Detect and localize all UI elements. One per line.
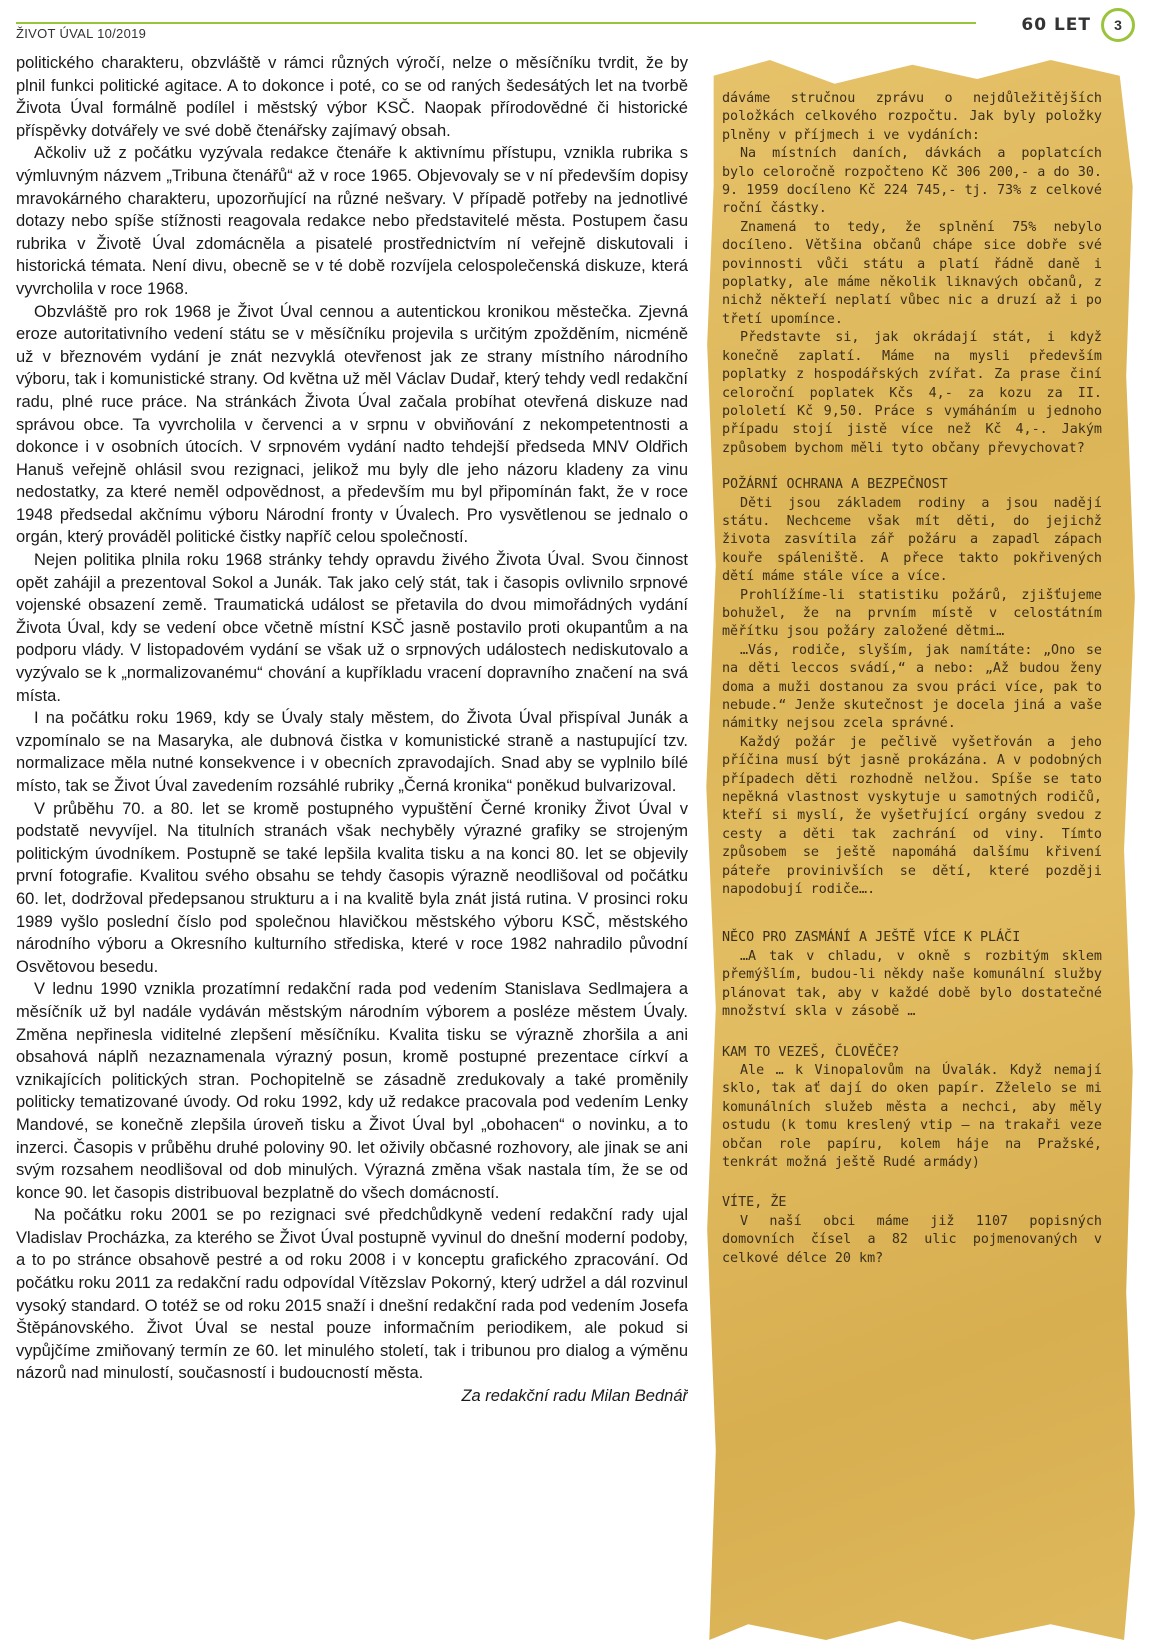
clipping-heading-laugh: NĚCO PRO ZASMÁNÍ A JEŠTĚ VÍCE K PLÁČI [722,930,1021,946]
clipping-paragraph: V naší obci máme již 1107 popisných domovních čísel a 82 ulic pojmenovaných v celkové délce 20 km? [722,1213,1102,1266]
clipping-paragraph: Znamená to tedy, že splnění 75% nebylo docíleno. Většina občanů chápe sice dobře své povinnosti vůči státu a platí řádně daně i poplatky, ale máme několik liknavých občanů, z nichž někteří neplatí vůbec nic a druzí až i po třetí upomínce. [722,219,1102,327]
article-paragraph: Ačkoliv už z počátku vyzývala redakce čtenáře k aktivnímu přístupu, vznikla rubrika s výmluvným názvem „Tribuna čtenářů“ až v roce 1965. Objevovaly se v ní především dopisy mravokárného charakteru, upozorňující na různé nešvary. V případě potřeby na jednotlivé dotazy nebo spíše stížnosti reagovala redakce nebo představitelé města. Postupem času rubrika v Životě Úval zdomácněla a pisatelé prostřednictvím ní veřejně diskutovali i historická témata. Není divu, obecně se v té době rozvíjela celospolečenská diskuze, která vyvrcholila v roce 1968. [16,144,688,298]
clipping-paragraph: …Vás, rodiče, slyším, jak namítáte: „Ono se na děti leccos svádí,“ a nebo: „Až budou ženy doma a muži dostanou za svou práci více, pak to nebude.“ Jenže skutečnost je docela jiná a vaše námitky nejsou zcela správné. [722,642,1102,732]
article-paragraph: V lednu 1990 vznikla prozatímní redakční rada pod vedením Stanislava Sedlmajera a měsíčník už byl nadále vydáván městským národním výborem a posléze městem Úvaly. Změna nepřinesla viditelné zlepšení měsíčníku. Kvalita tisku se výrazně zhoršila a ani obsahová náplň nezaznamenala výrazný posun, kromě postupné prezentace církví a vznikajících politických stran. Pochopitelně se zásadně zredukovaly a také proměnily politicky tematizované úvody. Od roku 1992, kdy už redakce pracovala pod vedením Lenky Mandové, se konečně zlepšila úroveň tisku a Život Úval byl „obohacen“ o novinku, a to inzerci. Časopis v průběhu druhé poloviny 90. let oživily občasné rozhovory, ale jinak se ani svým rozsahem neodlišoval od dob minulých. Výrazná změna však nastala tím, že se od konce 90. let časopis distribuoval bezplatně do všech domácností. [16,980,688,1202]
page-number: 3 [1101,8,1135,42]
clipping-paragraph: Každý požár je pečlivě vyšetřován a jeho příčina musí být jasně prokázána. A v podobných případech děti rozhodně nelžou. Spíše se tato nepěkná vlastnost vyskytuje u samotných rodičů, kteří si myslí, že vyšetřující orgány svedou z cesty a děti tak zachrání od viny. Tímto způsobem se ještě napomáhá dalšímu křivení páteře provinivších se dětí, které později napodobují rodiče…. [722,734,1102,898]
clipping-heading-fire: POŽÁRNÍ OCHRANA A BEZPEČNOST [722,477,948,493]
article-paragraph: politického charakteru, obzvláště v rámci různých výročí, nelze o měsíčníku tvrdit, že by plnil funkci politické agitace. A to dokonce i poté, co se od raných šedesátých let na tvorbě Života Úval formálně podílel i městský výbor KSČ. Naopak přírodovědné či historické příspěvky dotvářely ve své době čtenářsky zajímavý obsah. [16,54,688,140]
article-paragraph: I na počátku roku 1969, kdy se Úvaly staly městem, do Života Úval přispíval Junák a vzpomínalo se na Masaryka, ale dubnová čistka v komunistické straně a nastupující tzv. normalizace měla nutné konsekvence i v obecních zpravodajích. Snad aby se vyplnilo bílé místo, tak se Život Úval zavedením rozsáhlé rubriky „Černá kronika“ poněkud bulvarizoval. [16,709,688,795]
clipping-paragraph: Prohlížíme-li statistiku požárů, zjišťujeme bohužel, že na prvním místě v celostátním měřítku jsou požáry založené dětmi… [722,587,1102,640]
issue-label: ŽIVOT ÚVAL 10/2019 [16,26,147,41]
clipping-paragraph: Děti jsou základem rodiny a jsou nadějí státu. Nechceme však mít děti, do jejichž života zasvítila zář požáru a zapadl zápach kouře spáleniště. A přece takto pokřivených dětí máme stále více a více. [722,495,1102,585]
clipping-paragraph: dáváme stručnou zprávu o nejdůležitějších položkách celkového rozpočtu. Jak byly položky plněny v příjmech i ve vydáních: [722,91,1102,143]
article-paragraph: Obzvláště pro rok 1968 je Život Úval cennou a autentickou kronikou městečka. Zjevná eroze autoritativního vedení státu se v měsíčníku projevila s určitým zpožděním, nicméně už v březnovém vydání je znát nezvyklá otevřenost jak ze strany místního národního výboru, tak i komunistické strany. Od května už měl Václav Dudař, který tehdy vedl redakční radu, plné ruce práce. Na stránkách Života Úval začala probíhat otevřená diskuze nad správou obce. Ta vyvrcholila v červenci a v srpnu v obviňování z nekompetentnosti a dokonce i v osobních útocích. V srpnovém vydání nadto tehdejší předseda MNV Oldřich Hanuš veřejně ohlásil svou rezignaci, jelikož mu byly dle jeho názoru kladeny za vinu nedostatky, za které neměl odpovědnost, a především mu byl připomínán fakt, že v roce 1948 předsedal akčnímu výboru Národní fronty v Úvalech. Pro vysvětlenou se jednalo o orgán, který prováděl politické čistky napříč celou společností. [16,302,688,547]
anniversary-label: 60 LET [1021,15,1091,35]
page-badge [1021,8,1135,42]
clipping-text [722,90,1102,1590]
article-paragraph: V průběhu 70. a 80. let se kromě postupného vypuštění Černé kroniky Život Úval v podstatě nevyvíjel. Na titulních stranách však nechyběly výrazné grafiky se strojeným politickým úvodníkem. Postupně se také lepšila kvalita tisku a na konci 80. let se objevily první fotografie. Kvalitou svého obsahu se tehdy časopis výrazně neodlišoval od počátku 60. let, dodržoval předepsanou strukturu a i na kvalitě byla znát jistá rutina. V prosinci roku 1989 vyšlo poslední číslo pod společnou hlavičkou městského výboru KSČ, městského národního výboru a Okresního kulturního střediska, které v roce 1982 nahradilo původní Osvětovou besedu. [16,799,688,976]
header-rule [16,22,976,24]
clipping-paragraph: Na místních daních, dávkách a poplatcích bylo celoročně rozpočteno Kč 306 200,- a do 30. 9. 1959 docíleno Kč 224 745,- tj. 73% z celkové roční částky. [722,146,1102,217]
article-paragraph: Na počátku roku 2001 se po rezignaci své předchůdkyně vedení redakční rady ujal Vladislav Procházka, za kterého se Život Úval postupně vyvinul do dnešní moderní podoby, a to po stránce obsahově pestré a od roku 2008 i v konceptu grafického zpracování. Od počátku roku 2011 za redakční radu odpovídal Vítězslav Pokorný, který udržel a dál rozvinul vysoký standard. O totéž se od roku 2015 snaží i dnešní redakční rada pod vedením Josefa Štěpánovského. Život Úval se nestal pouze informačním periodikem, ale pokud si vypůjčíme zmiňovaný termín ze 60. let minulého století, tak i tribunou pro dialog a výměnu názorů nad minulostí, současností i budoucností města. [16,1206,688,1383]
article-body [16,52,688,1632]
clipping-paragraph: …A tak v chladu, v okně s rozbitým sklem přemýšlím, budou-li někdy naše komunální služby plánovat tak, aby v každé době bylo dostatečné množství skla v zásobě … [722,948,1102,1020]
clipping-heading-know: VÍTE, ŽE [722,1195,787,1211]
clipping-paragraph: Ale … k Vinopalovům na Úvalák. Když nemají sklo, tak ať dají do oken papír. Zželelo se mi komunálních služeb města a nechci, aby měly ostudu (k tomu kreslený vtip – na trakaři veze občan role papíru, kolem háje na Pražské, tenkrát možná ještě Rudé armády) [722,1062,1102,1170]
article-signature: Za redakční radu Milan Bednář [461,1387,688,1406]
clipping-heading-where: KAM TO VEZEŠ, ČLOVĚČE? [722,1044,900,1060]
clipping-paragraph: Představte si, jak okrádají stát, i když konečně zaplatí. Máme na mysli především poplatky z hospodářských zvířat. Za prase činí celoroční poplatek Kčs 4,- za kozu za II. pololetí Kč 9,50. Práce s vymáháním u jednoho případu stojí jistě více než Kč 4,-. Jakým způsobem bychom měli tyto občany převychovat? [722,330,1102,456]
article-paragraph: Nejen politika plnila roku 1968 stránky tehdy opravdu živého Života Úval. Svou činnost opět zahájil a prezentoval Sokol a Junák. Tak jako celý stát, tak i časopis ovlivnilo srpnové vojenské obsazení země. Traumatická událost se přetavila do dvou mimořádných vydání Života Úval, kdy se vedení obce včetně místní KSČ jasně postavilo proti okupantům a na podporu vlády. V listopadovém vydání se však už o srpnových událostech nediskutovalo a vyzývalo se k „normalizovanému“ chování a kupříkladu vracení dopravního značení na svá místa. [16,551,688,705]
